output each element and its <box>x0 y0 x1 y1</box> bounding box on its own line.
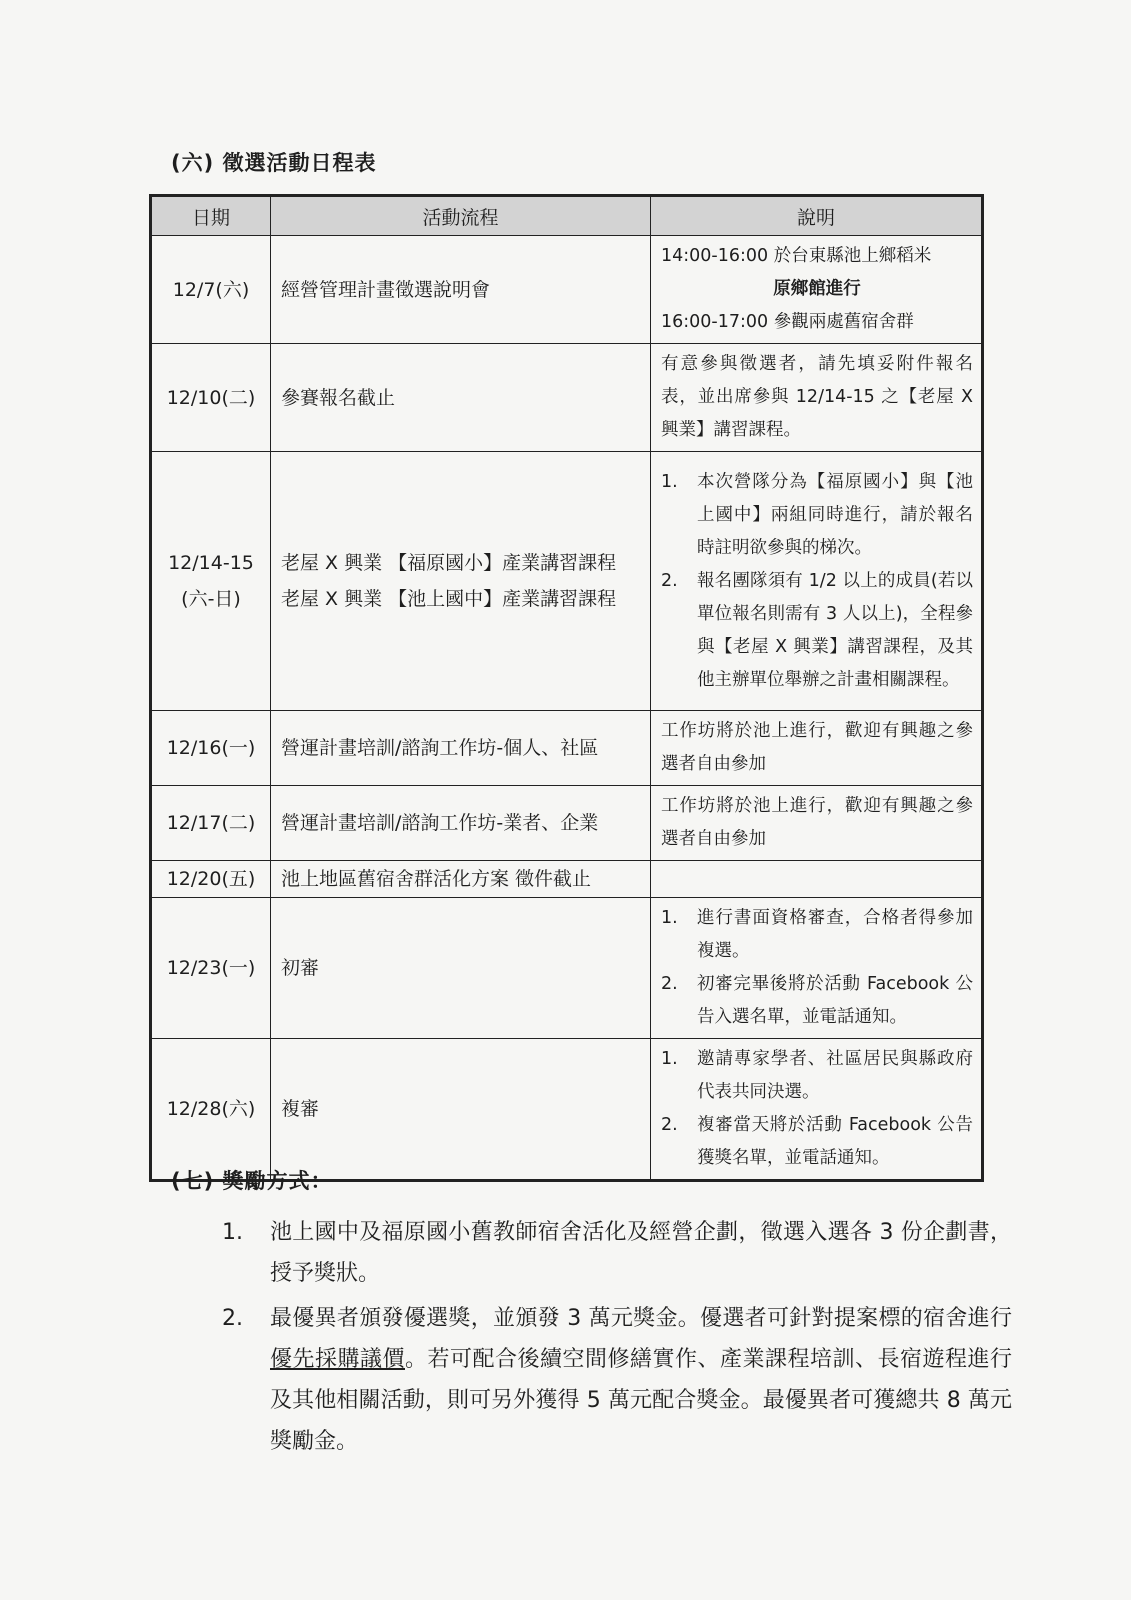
description-line: 16:00-17:00 參觀兩處舊宿舍群 <box>661 312 914 332</box>
description-cell <box>651 898 982 1039</box>
table-row <box>152 236 982 344</box>
activity-cell <box>271 786 651 861</box>
description-cell <box>651 861 982 898</box>
list-text: 初審完畢後將於活動 Facebook 公告入選名單，並電話通知。 <box>697 974 973 1027</box>
description-list-item <box>661 466 973 565</box>
date-cell <box>152 786 271 861</box>
activity-text: 老屋 X 興業 【池上國中】產業講習課程 <box>281 588 617 610</box>
date-cell <box>152 861 271 898</box>
description-list-item <box>661 1109 973 1175</box>
date-text: 12/23(一) <box>166 957 256 979</box>
list-text: 進行書面資格審查，合格者得參加複選。 <box>697 908 973 961</box>
list-number: 2. <box>661 1115 678 1135</box>
reward-text: 池上國中及福原國小舊教師宿舍活化及經營企劃，徵選入選各 3 份企劃書，授予獎狀。 <box>270 1220 1012 1286</box>
activity-cell <box>271 861 651 898</box>
date-text: 12/16(一) <box>166 737 256 759</box>
table-row <box>152 452 982 711</box>
date-text: 12/10(二) <box>166 386 256 409</box>
activity-cell <box>271 236 651 344</box>
date-cell <box>152 452 271 711</box>
date-text: (六-日) <box>181 588 241 610</box>
activity-cell <box>271 711 651 786</box>
table-row <box>152 344 982 452</box>
activity-text: 參賽報名截止 <box>281 386 396 409</box>
header-description: 說明 <box>651 197 982 236</box>
date-text: 12/7(六) <box>172 278 250 301</box>
list-number: 1. <box>661 471 678 492</box>
description-cell <box>651 1039 982 1180</box>
description-cell <box>651 452 982 711</box>
table-row <box>152 898 982 1039</box>
table-row <box>152 1039 982 1180</box>
list-text: 報名團隊須有 1/2 以上的成員(若以單位報名則需有 3 人以上)，全程參與【老屋 X 興業】講習課程，及其他主辦單位舉辦之計畫相關課程。 <box>697 570 973 690</box>
table-header-row <box>152 197 982 236</box>
reward-text: 最優異者頒發優選獎，並頒發 3 萬元獎金。優選者可針對提案標的宿舍進行 <box>270 1306 1012 1331</box>
date-text: 12/28(六) <box>166 1098 256 1120</box>
reward-emphasis: 優先採購議價 <box>270 1347 405 1372</box>
activity-text: 初審 <box>281 957 320 979</box>
reward-item <box>222 1212 1012 1294</box>
header-date: 日期 <box>152 197 271 236</box>
rewards-list <box>222 1212 1012 1466</box>
description-list-item <box>661 968 973 1034</box>
list-text: 邀請專家學者、社區居民與縣政府代表共同決選。 <box>697 1049 973 1102</box>
description-list <box>661 902 973 1034</box>
description-list-item <box>661 902 973 968</box>
activity-text: 池上地區舊宿舍群活化方案 徵件截止 <box>281 868 592 890</box>
list-text: 複審當天將於活動 Facebook 公告獲獎名單，並電話通知。 <box>697 1115 973 1168</box>
table-row <box>152 861 982 898</box>
reward-number: 2. <box>222 1306 243 1331</box>
reward-text: 。若可配合後續空間修繕實作、產業課程培訓、長宿遊程進行及其他相關活動，則可另外獲得 5 萬元配合獎金。最優異者可獲總共 8 萬元獎勵金。 <box>270 1347 1012 1454</box>
date-cell <box>152 236 271 344</box>
activity-cell <box>271 1039 651 1180</box>
list-number: 2. <box>661 570 678 591</box>
description-text: 工作坊將於池上進行，歡迎有興趣之參選者自由參加 <box>661 796 973 849</box>
reward-item <box>222 1298 1012 1462</box>
date-text: 12/20(五) <box>166 868 256 890</box>
activity-cell <box>271 344 651 452</box>
date-cell <box>152 1039 271 1180</box>
list-number: 1. <box>661 908 678 928</box>
description-line: 原鄉館進行 <box>773 279 861 299</box>
section-6-title: (六) 徵選活動日程表 <box>171 151 377 175</box>
header-activity: 活動流程 <box>271 197 651 236</box>
activity-text: 老屋 X 興業 【福原國小】產業講習課程 <box>281 552 617 574</box>
table-row <box>152 786 982 861</box>
list-number: 2. <box>661 974 678 994</box>
description-text: 有意參與徵選者，請先填妥附件報名表，並出席參與 12/14-15 之【老屋 X 興業】講習課程。 <box>661 354 973 440</box>
list-number: 1. <box>661 1049 678 1069</box>
activity-text: 營運計畫培訓/諮詢工作坊-個人、社區 <box>281 737 599 759</box>
date-text: 12/14-15 <box>168 552 254 574</box>
activity-cell <box>271 898 651 1039</box>
description-list <box>661 1043 973 1175</box>
date-text: 12/17(二) <box>166 812 256 834</box>
date-cell <box>152 898 271 1039</box>
activity-text: 經營管理計畫徵選說明會 <box>281 278 491 301</box>
activity-cell <box>271 452 651 711</box>
date-cell <box>152 711 271 786</box>
description-line: 14:00-16:00 於台東縣池上鄉稻米 <box>661 246 932 266</box>
table-row <box>152 711 982 786</box>
description-list <box>661 466 973 697</box>
description-cell <box>651 786 982 861</box>
list-text: 本次營隊分為【福原國小】與【池上國中】兩組同時進行，請於報名時註明欲參與的梯次。 <box>697 471 973 558</box>
description-cell <box>651 236 982 344</box>
description-cell <box>651 344 982 452</box>
activity-text: 複審 <box>281 1098 320 1120</box>
description-list-item <box>661 1043 973 1109</box>
section-7-title: (七) 獎勵方式： <box>171 1169 333 1193</box>
activity-text: 營運計畫培訓/諮詢工作坊-業者、企業 <box>281 812 599 834</box>
schedule-table <box>151 196 982 1180</box>
date-cell <box>152 344 271 452</box>
description-text: 工作坊將於池上進行，歡迎有興趣之參選者自由參加 <box>661 721 973 774</box>
reward-number: 1. <box>222 1220 243 1245</box>
description-list-item <box>661 565 973 697</box>
description-cell <box>651 711 982 786</box>
